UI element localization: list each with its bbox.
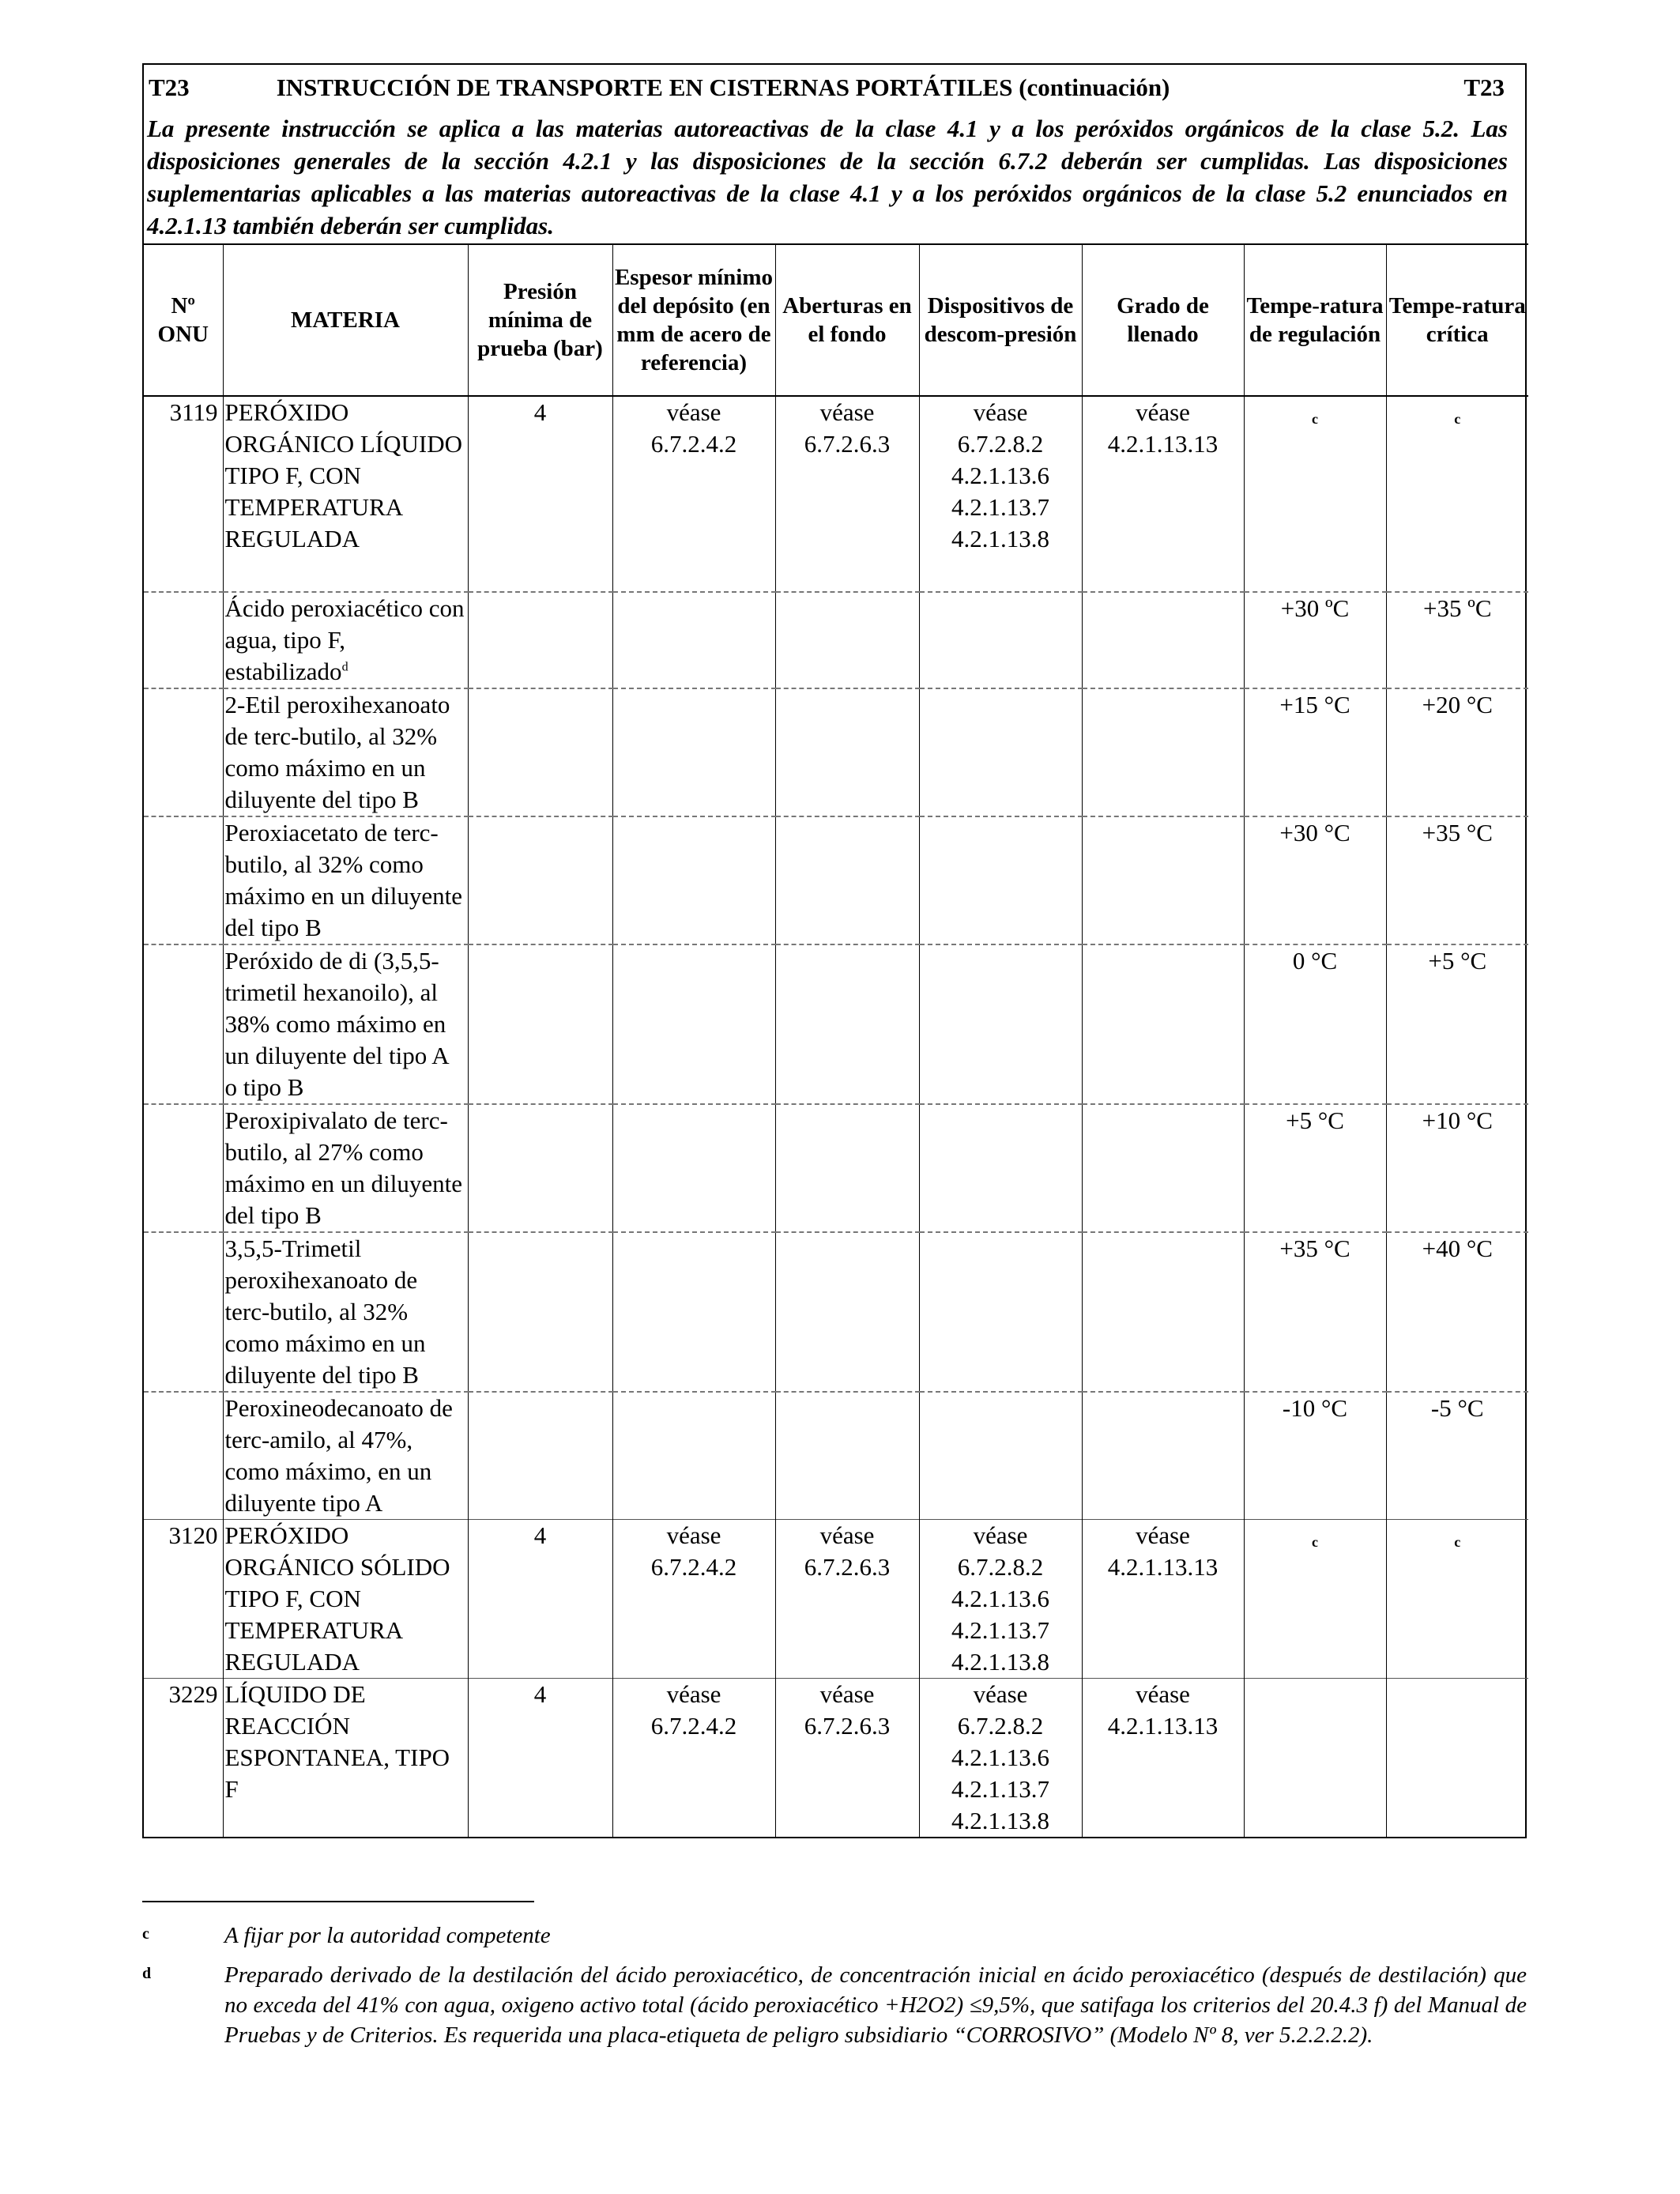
aberturas-cell-text: véase 6.7.2.6.3 [804,1521,891,1581]
onu-cell [144,1679,223,1838]
onu-cell [144,1104,223,1232]
temp-regulacion-cell [1244,688,1386,816]
aberturas-cell [775,1232,919,1392]
onu-cell-text: 3120 [168,1521,218,1549]
temp-critica-cell-text: +10 °C [1422,1106,1493,1134]
materia-cell-text: PERÓXIDO ORGÁNICO SÓLIDO TIPO F, CON TEMPERATURA REGULADA [224,1521,450,1676]
code-left: T23 [149,74,190,101]
presion-cell-text: 4 [533,398,547,426]
temp-regulacion-cell [1244,1679,1386,1838]
intro-paragraph: La presente instrucción se aplica a las materias autoreactivas de la clase 4.1 y a los peróxidos orgánicos de la clase 5.2. Las disposiciones generales de la sección 4.2.1 y las disposiciones de la sección 6.7.2 deberán ser cumplidas. Las disposiciones suplementarias aplicables a las materias autoreactivas de la clase 4.1 y a los peróxidos orgánicos de la clase 5.2 enunciados en 4.2.1.13 también deberán ser cumplidas. [147,115,1508,239]
temp-regulacion-cell-text: -10 °C [1282,1394,1348,1422]
espesor-cell-text: véase 6.7.2.4.2 [650,1680,737,1740]
temp-critica-cell [1386,396,1528,592]
table-row [144,1520,1528,1679]
onu-cell-text: 3229 [168,1680,218,1708]
presion-cell [468,688,612,816]
temp-regulacion-cell-text: +30 °C [1279,819,1350,846]
materia-cell-text: Ácido peroxiacético con agua, tipo F, estabilizado [224,594,465,685]
presion-cell [468,1232,612,1392]
table-row [144,1232,1528,1392]
materia-cell-text: Peróxido de di (3,5,5-trimetil hexanoilo), al 38% como máximo en un diluyente del tipo A o tipo B [224,947,448,1101]
table-row [144,688,1528,816]
temp-critica-cell-text: +20 °C [1422,691,1493,718]
title-row [144,65,1525,109]
temp-critica-cell [1386,944,1528,1104]
materia-cell-text: PERÓXIDO ORGÁNICO LÍQUIDO TIPO F, CON TEMPERATURA REGULADA [224,398,462,552]
dispositivos-cell [919,396,1082,592]
temp-critica-cell [1386,592,1528,688]
dispositivos-cell [919,816,1082,944]
grado-cell [1082,1392,1244,1520]
espesor-cell-text: véase 6.7.2.4.2 [650,398,737,458]
materia-cell [223,816,468,944]
espesor-cell [612,1392,775,1520]
temp-regulacion-cell-text: c [1312,1534,1318,1550]
dispositivos-cell [919,1520,1082,1679]
temp-regulacion-cell [1244,1392,1386,1520]
grado-cell [1082,1104,1244,1232]
onu-cell [144,1520,223,1679]
dispositivos-cell [919,944,1082,1104]
onu-cell [144,396,223,592]
temp-critica-cell-text: +5 °C [1428,947,1487,974]
table-row [144,1104,1528,1232]
footnote-text: A fijar por la autoridad competente [224,1923,551,1948]
presion-cell-text: 4 [533,1680,547,1708]
espesor-cell [612,1232,775,1392]
presion-cell [468,944,612,1104]
footnote-c [142,1921,1527,1951]
espesor-cell [612,396,775,592]
onu-cell [144,592,223,688]
footnote-ref: d [341,660,348,674]
materia-cell [223,592,468,688]
dispositivos-cell-text: véase 6.7.2.8.2 4.2.1.13.6 4.2.1.13.7 4.2.1.13.8 [951,398,1049,552]
col-temp-critica: Tempe-ratura crítica [1386,244,1528,396]
aberturas-cell [775,396,919,592]
temp-regulacion-cell [1244,1520,1386,1679]
footnote-rule [142,1901,534,1902]
footnote-d [142,1960,1527,2050]
temp-critica-cell [1386,1520,1528,1679]
materia-cell [223,1392,468,1520]
temp-critica-cell-text: c [1454,411,1461,427]
temp-regulacion-cell-text: 0 °C [1292,947,1338,974]
temp-critica-cell-text: +35 °C [1422,819,1493,846]
temp-regulacion-cell-text: +15 °C [1279,691,1350,718]
code-right: T23 [1463,74,1505,101]
temp-regulacion-cell [1244,944,1386,1104]
materia-cell [223,1520,468,1679]
table-row [144,944,1528,1104]
col-grado: Grado de llenado [1082,244,1244,396]
grado-cell [1082,1520,1244,1679]
col-espesor: Espesor mínimo del depósito (en mm de acero de referencia) [612,244,775,396]
espesor-cell [612,1520,775,1679]
onu-cell [144,944,223,1104]
substances-table [144,243,1528,1837]
temp-critica-cell-text: -5 °C [1430,1394,1484,1422]
dispositivos-cell-text: véase 6.7.2.8.2 4.2.1.13.6 4.2.1.13.7 4.2.1.13.8 [951,1521,1049,1676]
presion-cell [468,1520,612,1679]
table-row [144,592,1528,688]
grado-cell-text: véase 4.2.1.13.13 [1107,1680,1219,1740]
materia-cell-text: Peroxiacetato de terc-butilo, al 32% como máximo en un diluyente del tipo B [224,819,462,941]
espesor-cell [612,944,775,1104]
materia-cell [223,396,468,592]
dispositivos-cell [919,1392,1082,1520]
table-row [144,396,1528,592]
dispositivos-cell [919,592,1082,688]
materia-cell [223,688,468,816]
temp-regulacion-cell-text: +5 °C [1286,1106,1344,1134]
presion-cell [468,1104,612,1232]
temp-critica-cell [1386,1679,1528,1838]
col-temp-regulacion: Tempe-ratura de regulación [1244,244,1386,396]
footnote-text: Preparado derivado de la destilación del ácido peroxiacético, de concentración inicial en ácido peroxiacético (después de destilación) que no exceda del 41% con agua, oxigeno activo total (ácido peroxiacético +H2O2) ≤9,5%, que satifaga los criterios del 20.4.3 f) del Manual de Pruebas y de Criterios. Es requerida una placa-etiqueta de peligro subsidiario “CORROSIVO” (Modelo Nº 8, ver 5.2.2.2.2). [224,1962,1527,2048]
grado-cell [1082,688,1244,816]
footnote-mark: d [142,1965,152,1982]
aberturas-cell [775,1520,919,1679]
materia-cell-text: LÍQUIDO DE REACCIÓN ESPONTANEA, TIPO F [224,1680,450,1803]
presion-cell [468,1392,612,1520]
col-aberturas: Aberturas en el fondo [775,244,919,396]
materia-cell [223,1679,468,1838]
dispositivos-cell [919,1232,1082,1392]
col-onu: Nº ONU [144,244,223,396]
temp-critica-cell [1386,816,1528,944]
table-header [144,244,1528,396]
temp-critica-cell [1386,1232,1528,1392]
aberturas-cell [775,688,919,816]
temp-critica-cell [1386,688,1528,816]
temp-critica-cell [1386,1104,1528,1232]
espesor-cell [612,592,775,688]
grado-cell [1082,396,1244,592]
materia-cell [223,944,468,1104]
temp-regulacion-cell-text: c [1312,411,1318,427]
presion-cell [468,816,612,944]
temp-regulacion-cell [1244,1232,1386,1392]
temp-regulacion-cell-text: +35 °C [1279,1235,1350,1262]
instruction-frame [142,63,1527,1838]
onu-cell [144,816,223,944]
temp-regulacion-cell [1244,816,1386,944]
col-materia: MATERIA [223,244,468,396]
grado-cell-text: véase 4.2.1.13.13 [1107,398,1219,458]
aberturas-cell-text: véase 6.7.2.6.3 [804,398,891,458]
temp-regulacion-cell [1244,1104,1386,1232]
temp-critica-cell-text: c [1454,1534,1461,1550]
materia-cell-text: Peroxineodecanoato de terc-amilo, al 47%, como máximo, en un diluyente tipo A [224,1394,453,1517]
aberturas-cell [775,1392,919,1520]
table-row [144,1679,1528,1838]
dispositivos-cell [919,1679,1082,1838]
table-row [144,816,1528,944]
temp-regulacion-cell-text: +30 ºC [1280,594,1350,622]
presion-cell-text: 4 [533,1521,547,1549]
grado-cell [1082,592,1244,688]
grado-cell [1082,1679,1244,1838]
onu-cell [144,688,223,816]
aberturas-cell [775,592,919,688]
materia-cell [223,1232,468,1392]
materia-cell-text: 3,5,5-Trimetil peroxihexanoato de terc-butilo, al 32% como máximo en un diluyente del tipo B [224,1235,426,1389]
grado-cell-text: véase 4.2.1.13.13 [1107,1521,1219,1581]
col-dispositivos: Dispositivos de descom-presión [919,244,1082,396]
presion-cell [468,592,612,688]
presion-cell [468,1679,612,1838]
grado-cell [1082,944,1244,1104]
materia-cell-text: 2-Etil peroxihexanoato de terc-butilo, al 32% como máximo en un diluyente del tipo B [224,691,450,813]
footnote-mark: c [142,1925,149,1943]
page-title: INSTRUCCIÓN DE TRANSPORTE EN CISTERNAS PORTÁTILES (continuación) [276,74,1170,101]
dispositivos-cell [919,1104,1082,1232]
onu-cell [144,1232,223,1392]
temp-regulacion-cell [1244,592,1386,688]
materia-cell-text: Peroxipivalato de terc-butilo, al 27% como máximo en un diluyente del tipo B [224,1106,462,1229]
espesor-cell-text: véase 6.7.2.4.2 [650,1521,737,1581]
espesor-cell [612,816,775,944]
espesor-cell [612,1104,775,1232]
dispositivos-cell-text: véase 6.7.2.8.2 4.2.1.13.6 4.2.1.13.7 4.2.1.13.8 [951,1680,1049,1834]
materia-cell [223,1104,468,1232]
table-row [144,1392,1528,1520]
grado-cell [1082,1232,1244,1392]
onu-cell [144,1392,223,1520]
aberturas-cell [775,1679,919,1838]
grado-cell [1082,816,1244,944]
aberturas-cell [775,816,919,944]
aberturas-cell [775,944,919,1104]
aberturas-cell-text: véase 6.7.2.6.3 [804,1680,891,1740]
dispositivos-cell [919,688,1082,816]
aberturas-cell [775,1104,919,1232]
espesor-cell [612,1679,775,1838]
col-presion: Presión mínima de prueba (bar) [468,244,612,396]
presion-cell [468,396,612,592]
temp-critica-cell [1386,1392,1528,1520]
onu-cell-text: 3119 [169,398,218,426]
temp-critica-cell-text: +40 °C [1422,1235,1493,1262]
temp-regulacion-cell [1244,396,1386,592]
espesor-cell [612,688,775,816]
temp-critica-cell-text: +35 ºC [1422,594,1492,622]
